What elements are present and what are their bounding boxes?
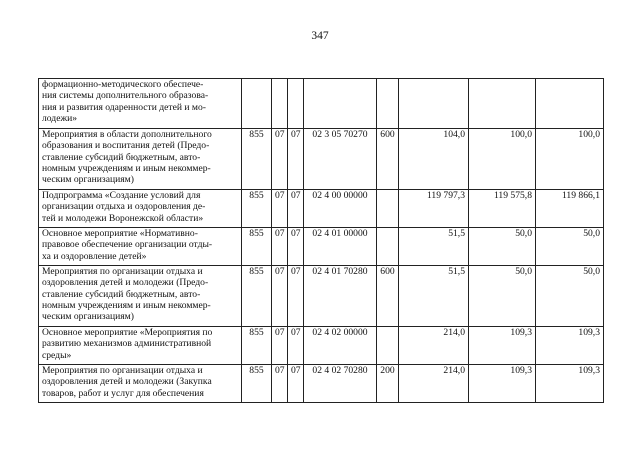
- cell-value-year2: 50,0: [469, 228, 536, 266]
- cell-name-line: организации отдыха и оздоровления де-: [42, 201, 206, 213]
- cell-value-year3: 50,0: [536, 266, 604, 327]
- cell-name-line: образования и воспитания детей (Предо-: [42, 140, 210, 152]
- cell-pr: 07: [288, 190, 304, 228]
- cell-pr: 07: [288, 129, 304, 190]
- cell-name-line: оздоровления детей и молодежи (Предо-: [42, 277, 209, 289]
- cell-csr: 02 4 00 00000: [304, 190, 377, 228]
- cell-name-line: ставление субсидий бюджетным, авто-: [42, 151, 201, 163]
- cell-grbs: 855: [242, 190, 272, 228]
- cell-value-year3: 100,0: [536, 129, 604, 190]
- cell-name-line: среды»: [42, 349, 72, 361]
- table-row: [39, 327, 604, 365]
- cell-name-line: Мероприятия по организации отдыха и: [42, 365, 203, 376]
- cell-name-line: ческим организациям): [42, 174, 134, 186]
- cell-value-year1: 104,0: [399, 129, 469, 190]
- cell-name-line: Мероприятия по организации отдыха и: [42, 266, 203, 277]
- cell-name-line: ставление субсидий бюджетным, авто-: [42, 288, 201, 300]
- cell-vr: 600: [377, 266, 399, 327]
- cell-csr: 02 4 01 00000: [304, 228, 377, 266]
- cell-value-year2: 100,0: [469, 129, 536, 190]
- cell-value-year3: 109,3: [536, 327, 604, 365]
- cell-grbs: [242, 79, 272, 129]
- cell-name-line: ния и развития одаренности детей и мо-: [42, 101, 206, 113]
- cell-name-line: номным учреждениям и иным некоммер-: [42, 162, 211, 174]
- cell-value-year1: 51,5: [399, 228, 469, 266]
- table-row: [39, 266, 604, 327]
- cell-name-line: Подпрограмма «Создание условий для: [42, 190, 201, 201]
- cell-name-line: оздоровления детей и молодежи (Закупка: [42, 376, 212, 388]
- cell-vr: [377, 79, 399, 129]
- cell-rz: 07: [272, 129, 288, 190]
- cell-rz: 07: [272, 190, 288, 228]
- cell-value-year1: 119 797,3: [399, 190, 469, 228]
- cell-name-line: Основное мероприятие «Нормативно-: [42, 228, 198, 239]
- cell-pr: 07: [288, 327, 304, 365]
- cell-name-line: тей и молодежи Воронежской области»: [42, 212, 204, 224]
- cell-name: [39, 228, 242, 266]
- table-row: [39, 228, 604, 266]
- cell-name-line: Мероприятия в области дополнительного: [42, 129, 212, 140]
- cell-name-line: ния системы дополнительного образова-: [42, 90, 209, 102]
- cell-value-year2: 109,3: [469, 327, 536, 365]
- cell-name: [39, 129, 242, 190]
- cell-rz: 07: [272, 228, 288, 266]
- cell-value-year3: 50,0: [536, 228, 604, 266]
- cell-grbs: 855: [242, 327, 272, 365]
- cell-value-year2: 119 575,8: [469, 190, 536, 228]
- table-row: [39, 129, 604, 190]
- cell-grbs: 855: [242, 266, 272, 327]
- cell-vr: 600: [377, 129, 399, 190]
- cell-csr: 02 4 02 00000: [304, 327, 377, 365]
- cell-name-line: лодежи»: [42, 112, 78, 124]
- cell-name-line: формационно-методического обеспече-: [42, 79, 204, 90]
- cell-csr: 02 3 05 70270: [304, 129, 377, 190]
- cell-rz: 07: [272, 365, 288, 403]
- cell-name-line: ха и оздоровление детей»: [42, 250, 147, 262]
- cell-csr: 02 4 01 70280: [304, 266, 377, 327]
- cell-csr: 02 4 02 70280: [304, 365, 377, 403]
- cell-name: [39, 190, 242, 228]
- cell-name-line: развитию механизмов административной: [42, 338, 212, 350]
- cell-name-line: номным учреждениям и иным некоммер-: [42, 299, 211, 311]
- cell-name-line: Основное мероприятие «Мероприятия по: [42, 327, 213, 338]
- cell-pr: [288, 79, 304, 129]
- cell-value-year1: 214,0: [399, 327, 469, 365]
- cell-name-line: товаров, работ и услуг для обеспечения: [42, 387, 204, 399]
- cell-name: [39, 266, 242, 327]
- cell-value-year3: [536, 79, 604, 129]
- cell-grbs: 855: [242, 365, 272, 403]
- cell-csr: [304, 79, 377, 129]
- cell-pr: 07: [288, 266, 304, 327]
- cell-name: [39, 365, 242, 403]
- cell-vr: [377, 228, 399, 266]
- cell-value-year2: 50,0: [469, 266, 536, 327]
- cell-name-line: ческим организациям): [42, 311, 134, 323]
- cell-pr: 07: [288, 228, 304, 266]
- cell-value-year1: [399, 79, 469, 129]
- cell-vr: [377, 327, 399, 365]
- table-row: [39, 79, 604, 129]
- table-row: [39, 190, 604, 228]
- cell-value-year3: 119 866,1: [536, 190, 604, 228]
- cell-vr: 200: [377, 365, 399, 403]
- cell-pr: 07: [288, 365, 304, 403]
- cell-rz: [272, 79, 288, 129]
- cell-rz: 07: [272, 327, 288, 365]
- cell-value-year1: 51,5: [399, 266, 469, 327]
- page-number: 347: [311, 30, 329, 42]
- cell-name: [39, 327, 242, 365]
- cell-value-year2: 109,3: [469, 365, 536, 403]
- cell-grbs: 855: [242, 228, 272, 266]
- cell-name: [39, 79, 242, 129]
- cell-value-year1: 214,0: [399, 365, 469, 403]
- cell-vr: [377, 190, 399, 228]
- table-row: [39, 365, 604, 403]
- budget-table: [38, 78, 604, 403]
- cell-value-year3: 109,3: [536, 365, 604, 403]
- cell-value-year2: [469, 79, 536, 129]
- cell-rz: 07: [272, 266, 288, 327]
- cell-name-line: правовое обеспечение организации отды-: [42, 239, 213, 251]
- cell-grbs: 855: [242, 129, 272, 190]
